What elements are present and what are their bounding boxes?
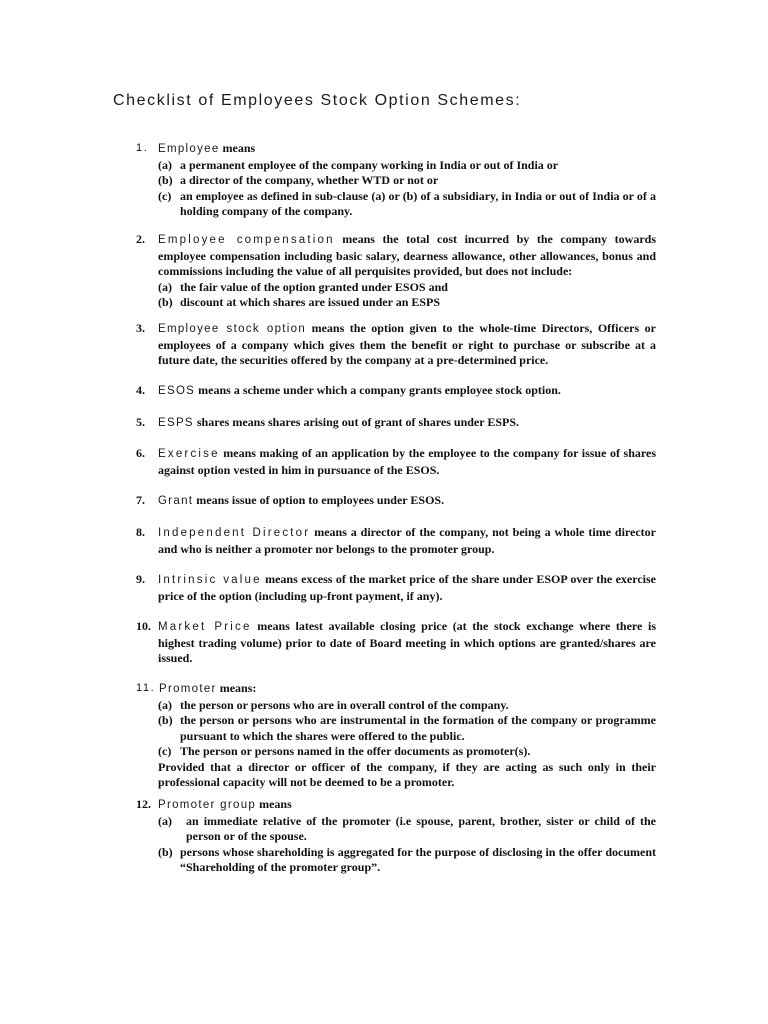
defined-term: ESOS	[158, 385, 196, 397]
sub-item-text: the person or persons who are instrumental in the formation of the company or programme pursuant to which the shares were offered to the public.	[180, 713, 656, 743]
definition-item-2	[136, 232, 656, 311]
item-number: 7.	[136, 493, 145, 507]
sub-item	[158, 713, 656, 744]
definition-item-11	[136, 681, 656, 791]
definition-item-10	[136, 619, 656, 667]
sub-item-marker: (b)	[158, 844, 173, 859]
item-number: 12.	[136, 797, 151, 811]
definition-text: means	[259, 797, 292, 811]
item-number: 5.	[136, 415, 145, 429]
sub-item-marker: (c)	[158, 188, 172, 203]
definition-text: means excess of the market price of the share under ESOP over the exercise price of the option (including up-front payment, if any).	[158, 572, 657, 603]
definition-item-7	[136, 493, 656, 510]
sub-item-text: persons whose shareholding is aggregated for the purpose of disclosing in the offer document “Shareholding of the promoter group”.	[180, 844, 656, 874]
definition-item-9	[136, 572, 656, 604]
item-number: 4.	[136, 383, 145, 397]
sub-item-marker: (b)	[158, 295, 173, 309]
definition-text: means the total cost incurred by the company towards employee compensation including basic salary, dearness allowance, other allowances, bonus and commissions including the value of all perquisites provided, but does not include:	[158, 232, 656, 278]
item-number: 11.	[136, 682, 156, 694]
item-number: 8.	[136, 525, 145, 539]
item-number: 10.	[136, 619, 151, 633]
defined-term: Promoter group	[158, 799, 257, 811]
sub-item-marker: (a)	[158, 813, 172, 828]
defined-term: Grant	[158, 495, 194, 507]
sub-item-marker: (a)	[158, 279, 172, 294]
sub-item	[158, 295, 656, 311]
defined-term: Exercise	[158, 448, 220, 460]
sub-item	[158, 845, 656, 876]
sub-item	[158, 744, 656, 760]
sub-item-text: The person or persons named in the offer documents as promoter(s).	[180, 744, 531, 758]
sub-item	[158, 158, 656, 174]
defined-term: Market Price	[158, 621, 252, 633]
definition-text: means the option given to the whole-time Directors, Officers or employees of a company which gives them the benefit or right to purchase or subscribe at a future date, the securities offered by the company at a pre-determined price.	[158, 321, 657, 367]
sub-item-text: a permanent employee of the company working in India or out of India or	[180, 157, 559, 172]
definition-text: means:	[219, 681, 257, 695]
item-number: 1.	[136, 142, 149, 154]
definition-text: shares means shares arising out of grant of shares under ESPS.	[196, 415, 520, 429]
defined-term: Employee	[158, 143, 220, 155]
definition-text: means issue of option to employees under ESOS.	[196, 493, 445, 507]
definition-item-3	[136, 321, 656, 369]
defined-term: Employee compensation	[158, 234, 335, 246]
definition-item-4	[136, 383, 656, 400]
sub-item	[158, 189, 656, 220]
sub-item-text: an employee as defined in sub-clause (a) or (b) of a subsidiary, in India or out of India or of a holding company of the company.	[180, 188, 656, 218]
sub-item	[158, 173, 656, 189]
definition-item-8	[136, 525, 656, 557]
sub-item-marker: (b)	[158, 713, 173, 727]
sub-item-text: the fair value of the option granted under ESOS and	[180, 279, 448, 294]
definition-text: means making of an application by the employee to the company for issue of shares against option vested in him in pursuance of the ESOS.	[158, 446, 656, 477]
page-title: Checklist of Employees Stock Option Schemes:	[113, 92, 522, 109]
defined-term: Independent Director	[158, 527, 311, 539]
sub-item-marker: (a)	[158, 157, 172, 172]
definition-text: means latest available closing price (at the stock exchange where there is highest trading volume) prior to date of Board meeting in which options are granted/shares are issued.	[158, 619, 656, 665]
sub-item-text: a director of the company, whether WTD or not or	[180, 173, 439, 187]
item-number: 9.	[136, 572, 145, 586]
sub-item-text: discount at which shares are issued under an ESPS	[180, 295, 441, 309]
definition-text: means a director of the company, not being a whole time director and who is neither a promoter nor belongs to the promoter group.	[158, 525, 657, 556]
defined-term: ESPS	[158, 417, 194, 429]
item-number: 2.	[136, 232, 145, 246]
item-number: 3.	[136, 321, 145, 335]
sub-item	[158, 698, 656, 714]
sub-item-marker: (c)	[158, 744, 172, 758]
definition-item-5	[136, 415, 656, 432]
defined-term: Employee stock option	[158, 323, 307, 335]
definition-text: means a scheme under which a company grants employee stock option.	[198, 383, 561, 397]
definition-text: means	[222, 141, 256, 155]
definition-item-6	[136, 446, 656, 478]
definition-item-12	[136, 797, 656, 876]
defined-term: Promoter	[159, 683, 217, 695]
defined-term: Intrinsic value	[158, 574, 262, 586]
sub-item	[158, 814, 656, 845]
definition-item-1	[136, 141, 656, 220]
proviso-text: Provided that a director or officer of the company, if they are acting as such only in their professional capacity will not be deemed to be a promoter.	[158, 759, 656, 789]
sub-item-text: an immediate relative of the promoter (i.e spouse, parent, brother, sister or child of the person or of the spouse.	[186, 813, 656, 843]
item-number: 6.	[136, 446, 145, 460]
sub-item-marker: (b)	[158, 173, 173, 187]
sub-item-marker: (a)	[158, 697, 172, 712]
sub-item	[158, 280, 656, 296]
sub-item-text: the person or persons who are in overall control of the company.	[180, 697, 509, 712]
